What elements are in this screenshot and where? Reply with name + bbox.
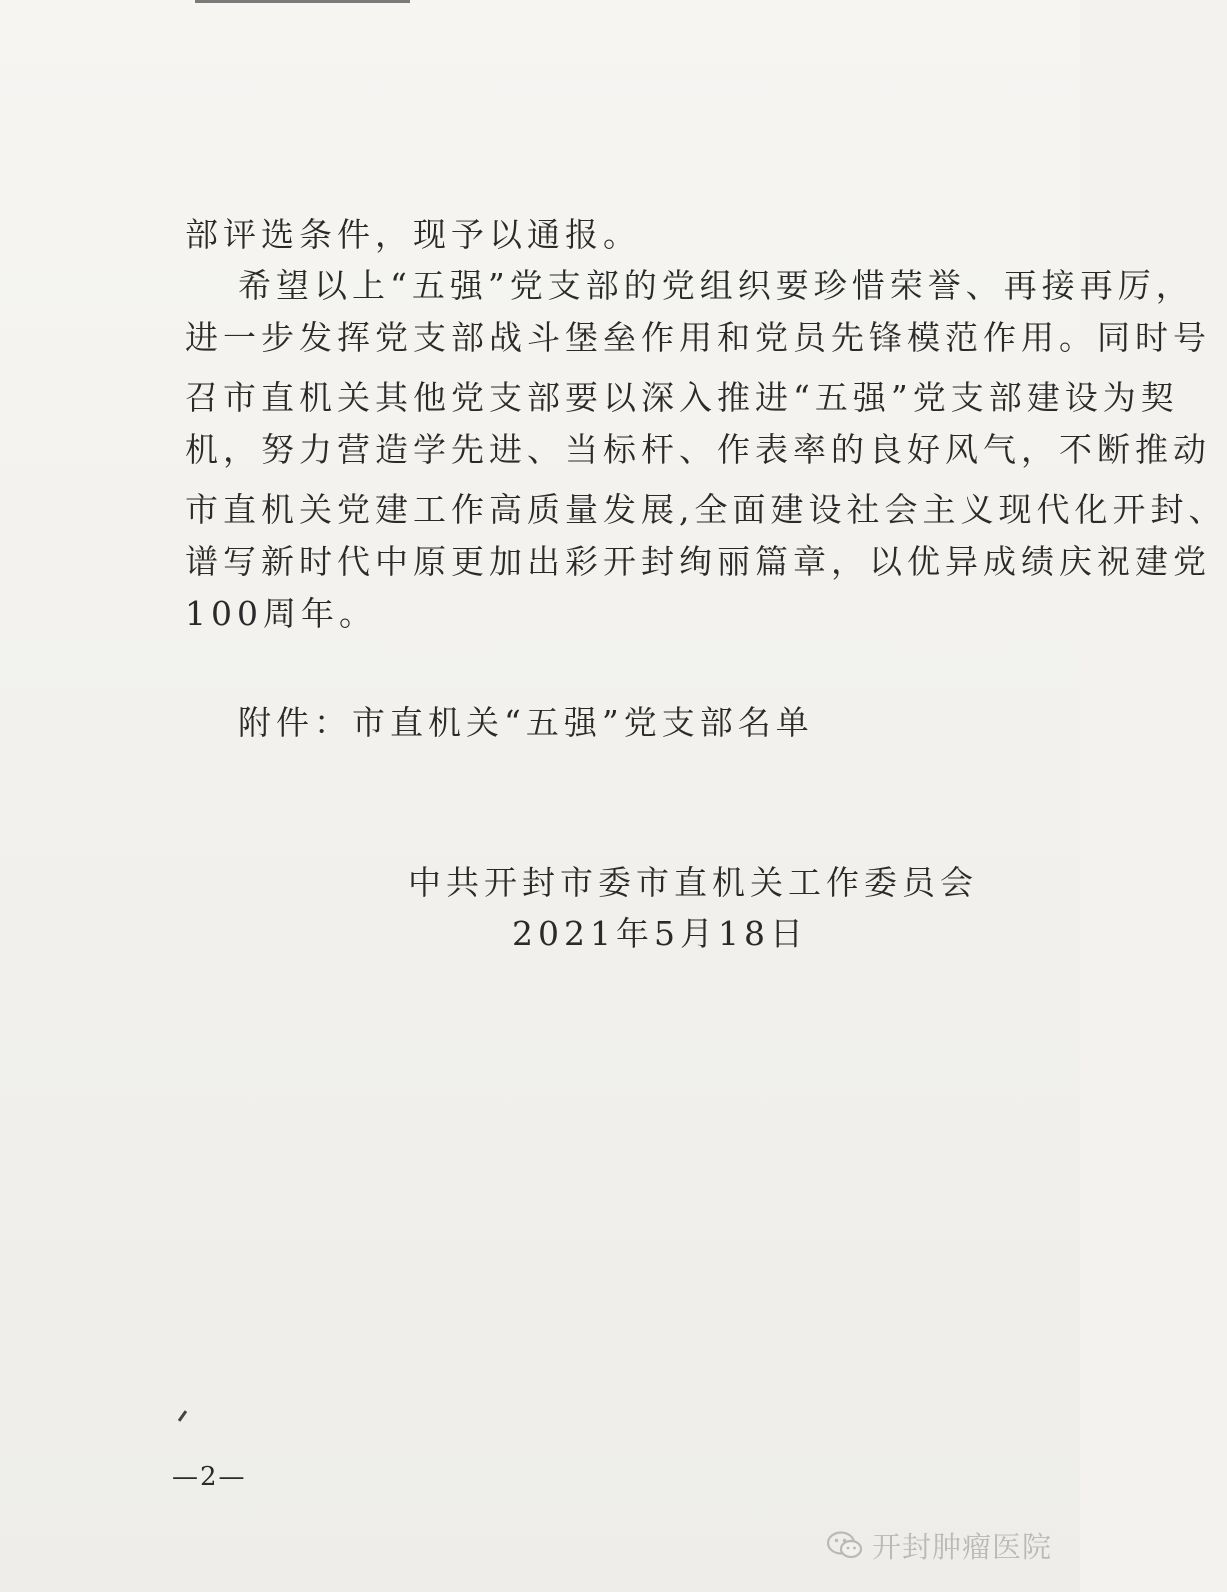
wechat-icon bbox=[826, 1529, 864, 1563]
watermark-text: 开封肿瘤医院 bbox=[871, 1530, 1052, 1564]
page-number: —2— bbox=[172, 1462, 247, 1492]
paragraph-line-1: 部评选条件，现予以通报。 bbox=[185, 215, 641, 254]
paragraph-line-4: 召市直机关其他党支部要以深入推进“五强”党支部建设为契 bbox=[185, 378, 1179, 417]
issuing-organization: 中共开封市委市直机关工作委员会 bbox=[408, 863, 978, 902]
paragraph-line-2: 希望以上“五强”党支部的党组织要珍惜荣誉、再接再厉， bbox=[238, 266, 1194, 305]
top-rule bbox=[195, 0, 410, 3]
paragraph-line-6: 市直机关党建工作高质量发展,全面建设社会主义现代化开封、 bbox=[185, 490, 1227, 529]
paragraph-line-8: 100周年。 bbox=[185, 594, 377, 633]
paragraph-line-3: 进一步发挥党支部战斗堡垒作用和党员先锋模范作用。同时号 bbox=[185, 318, 1211, 357]
paragraph-line-5: 机，努力营造学先进、当标杆、作表率的良好风气，不断推动 bbox=[185, 430, 1211, 469]
paragraph-line-7: 谱写新时代中原更加出彩开封绚丽篇章，以优异成绩庆祝建党 bbox=[185, 542, 1211, 581]
issue-date: 2021年5月18日 bbox=[512, 914, 808, 953]
pen-mark bbox=[178, 1410, 187, 1422]
watermark bbox=[826, 1525, 1052, 1566]
attachment-line: 附件：市直机关“五强”党支部名单 bbox=[238, 703, 814, 742]
